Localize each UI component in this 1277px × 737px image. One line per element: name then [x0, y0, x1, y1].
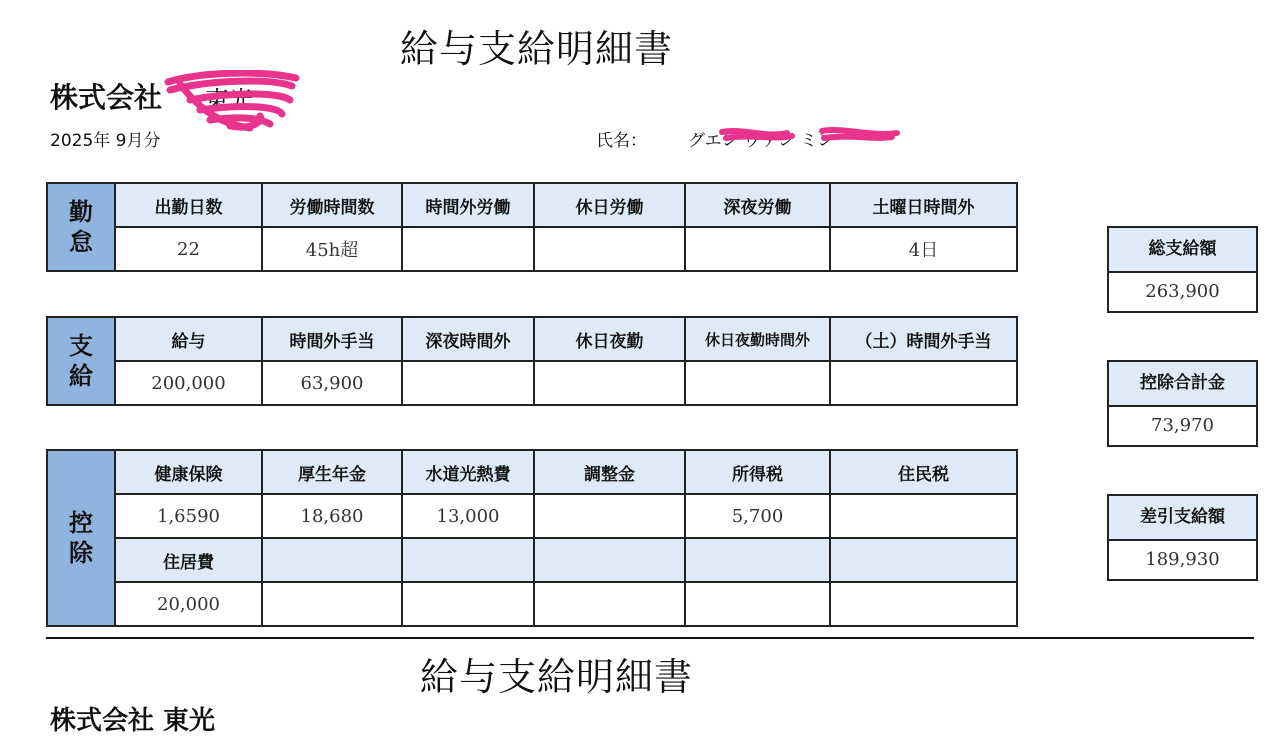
name-redaction-scribble	[712, 124, 902, 146]
deduction-header-housing: 住居費	[115, 538, 262, 582]
gross-pay-value: 263,900	[1145, 281, 1220, 302]
deduction-header-row-2	[47, 538, 1017, 582]
payment-header-overtime-allowance: 時間外手当	[262, 317, 402, 361]
deduction-value-resident-tax	[830, 494, 1017, 538]
deduction-header-blank	[830, 538, 1017, 582]
deduction-value-row-2	[47, 582, 1017, 626]
payment-header-salary: 給与	[115, 317, 262, 361]
company-name-redacted: 東光	[205, 86, 253, 114]
payment-header-row	[47, 317, 1017, 361]
payment-header-holiday-night: 休日夜勤	[534, 317, 685, 361]
net-pay-box	[1107, 494, 1258, 581]
payment-section-label	[47, 317, 115, 405]
deduction-value-income-tax: 5,700	[685, 494, 830, 538]
attendance-section-text: 勤 怠	[69, 198, 93, 256]
payment-value-holiday-night	[534, 361, 685, 405]
payment-value-saturday-overtime-allowance	[830, 361, 1017, 405]
attendance-value-overtime	[402, 227, 534, 271]
attendance-header-saturday-overtime: 土曜日時間外	[830, 183, 1017, 227]
attendance-section-label	[47, 183, 115, 271]
deduction-header-pension: 厚生年金	[262, 450, 402, 494]
deduction-value-blank	[830, 582, 1017, 626]
payment-section-text: 支 給	[69, 332, 93, 390]
deduction-value-blank	[534, 582, 685, 626]
net-pay-value: 189,930	[1145, 549, 1220, 570]
attendance-value-holiday-work	[534, 227, 685, 271]
redaction-scribble	[160, 70, 300, 132]
payment-table	[46, 316, 1018, 406]
deduction-header-health-insurance: 健康保険	[115, 450, 262, 494]
payment-header-holiday-night-overtime: 休日夜勤時間外	[685, 317, 830, 361]
attendance-header-row	[47, 183, 1017, 227]
payment-value-overtime-allowance: 63,900	[262, 361, 402, 405]
deduction-value-blank	[402, 582, 534, 626]
payment-header-saturday-overtime-allowance: （土）時間外手当	[830, 317, 1017, 361]
deduction-value-health-insurance: 1,6590	[115, 494, 262, 538]
name-label: 氏名：	[596, 131, 647, 151]
deduction-value-utilities: 13,000	[402, 494, 534, 538]
employee-name: グエン ヴァン ミン	[688, 131, 835, 151]
deduction-value-blank	[262, 582, 402, 626]
attendance-header-holiday-work: 休日労働	[534, 183, 685, 227]
deduction-header-blank	[534, 538, 685, 582]
total-deduction-label: 控除合計金	[1109, 362, 1256, 407]
deduction-value-pension: 18,680	[262, 494, 402, 538]
deduction-section-text: 控 除	[69, 509, 93, 567]
attendance-table	[46, 182, 1018, 272]
payment-value-night-overtime	[402, 361, 534, 405]
document-title: 給与支給明細書	[400, 27, 674, 71]
second-company-name: 株式会社 東光	[50, 706, 216, 736]
deduction-header-resident-tax: 住民税	[830, 450, 1017, 494]
deduction-value-adjustment	[534, 494, 685, 538]
deduction-header-adjustment: 調整金	[534, 450, 685, 494]
pay-period: 2025年 9月分	[50, 131, 161, 151]
attendance-value-workdays: 22	[115, 227, 262, 271]
second-document-title: 給与支給明細書	[420, 655, 694, 699]
deduction-value-blank	[685, 582, 830, 626]
net-pay-label: 差引支給額	[1109, 496, 1256, 541]
attendance-header-overtime: 時間外労働	[402, 183, 534, 227]
page-divider	[46, 637, 1254, 639]
deduction-section-label	[47, 450, 115, 626]
deduction-header-row	[47, 450, 1017, 494]
gross-pay-box	[1107, 226, 1258, 313]
attendance-header-workdays: 出勤日数	[115, 183, 262, 227]
deduction-header-income-tax: 所得税	[685, 450, 830, 494]
attendance-value-work-hours: 45h超	[262, 227, 402, 271]
total-deduction-value: 73,970	[1151, 415, 1214, 436]
attendance-value-night-work	[685, 227, 830, 271]
total-deduction-box	[1107, 360, 1258, 447]
attendance-header-night-work: 深夜労働	[685, 183, 830, 227]
deduction-table	[46, 449, 1018, 627]
deduction-header-blank	[402, 538, 534, 582]
deduction-header-blank	[262, 538, 402, 582]
attendance-value-row	[47, 227, 1017, 271]
deduction-header-blank	[685, 538, 830, 582]
payment-value-salary: 200,000	[115, 361, 262, 405]
payment-value-holiday-night-overtime	[685, 361, 830, 405]
deduction-value-row	[47, 494, 1017, 538]
attendance-value-saturday-overtime: 4日	[830, 227, 1017, 271]
payment-header-night-overtime: 深夜時間外	[402, 317, 534, 361]
attendance-header-work-hours: 労働時間数	[262, 183, 402, 227]
deduction-header-utilities: 水道光熱費	[402, 450, 534, 494]
payment-value-row	[47, 361, 1017, 405]
gross-pay-label: 総支給額	[1109, 228, 1256, 273]
company-name: 株式会社	[50, 81, 163, 114]
deduction-value-housing: 20,000	[115, 582, 262, 626]
